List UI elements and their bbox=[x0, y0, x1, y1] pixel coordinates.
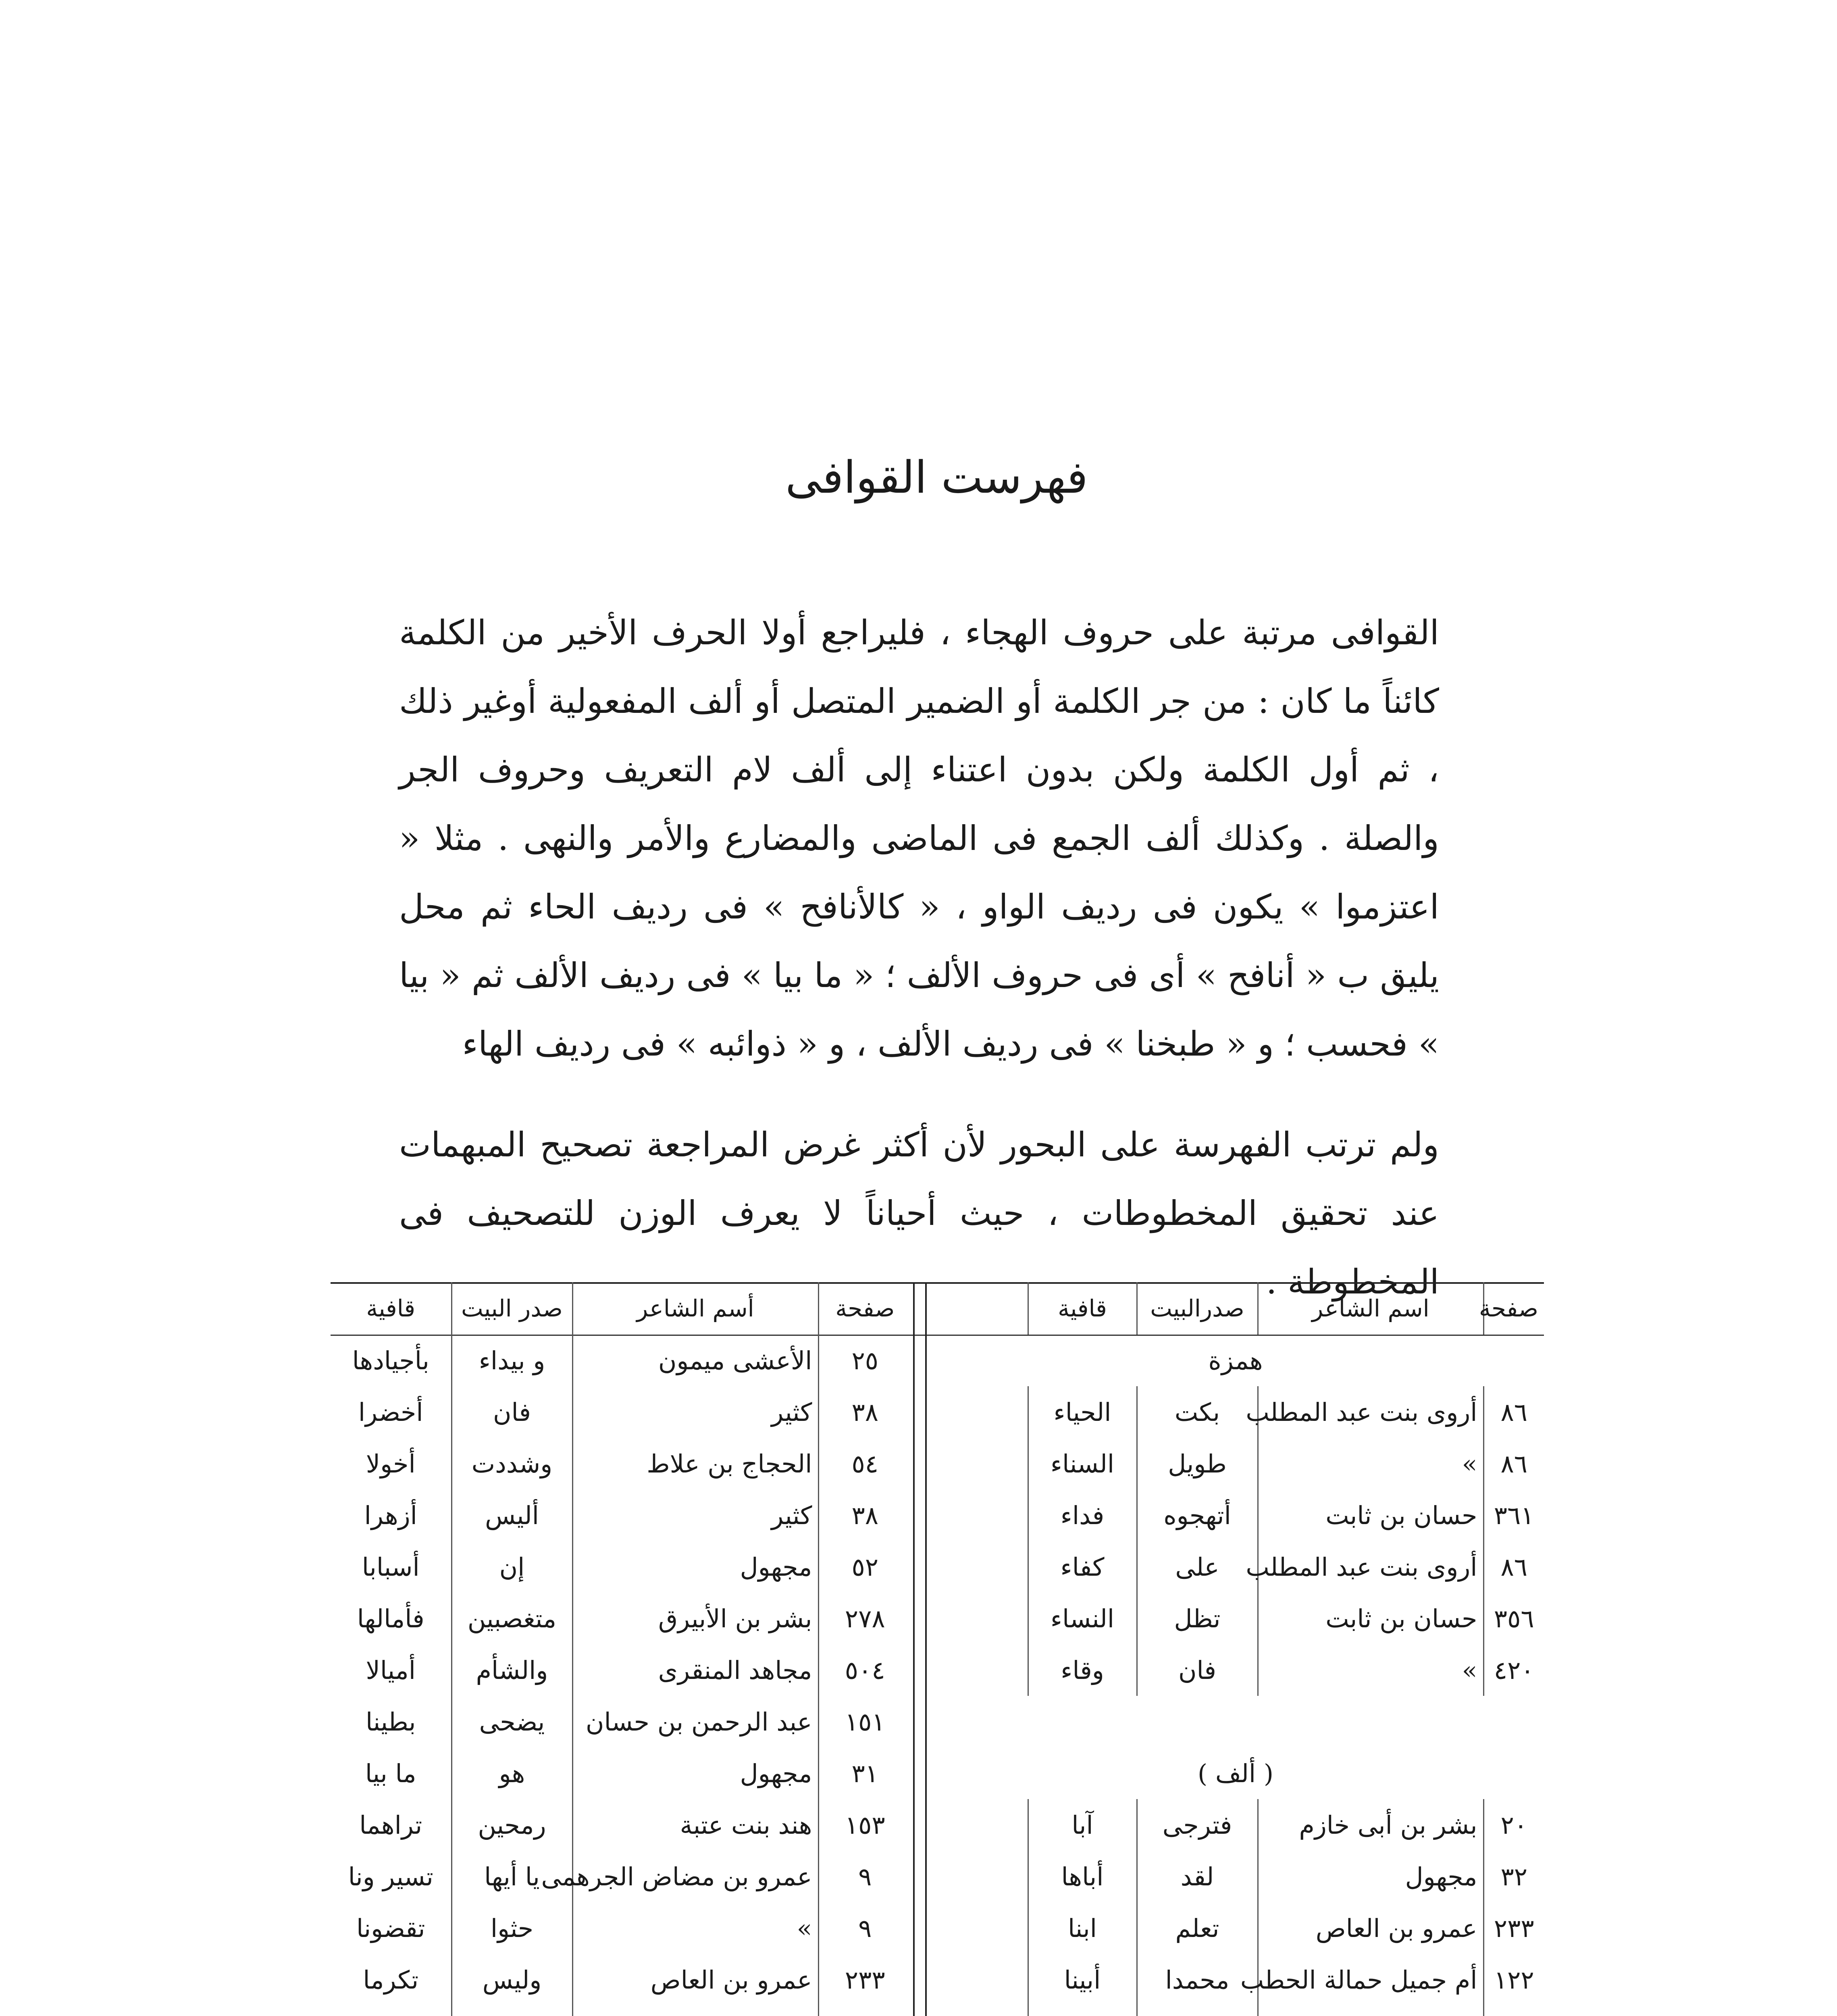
cell-rhyme: أباها bbox=[1028, 1851, 1137, 1902]
cell-spacer bbox=[927, 1851, 1028, 1902]
cell-poet bbox=[572, 2006, 818, 2016]
cell-line-start: هو bbox=[451, 1747, 572, 1799]
table-row bbox=[331, 1438, 911, 1489]
cell-poet: أروى بنت عبد المطلب bbox=[1258, 1386, 1483, 1438]
cell-rhyme: أخولا bbox=[366, 1449, 416, 1479]
cell-page: ٥٤ bbox=[818, 1438, 911, 1489]
cell-spacer bbox=[927, 1386, 1028, 1438]
cell-spacer bbox=[927, 2006, 1028, 2016]
cell-page: ٣٥٦ bbox=[1483, 1593, 1544, 1644]
table-row bbox=[927, 1541, 1544, 1593]
cell-line-start: لقد bbox=[1137, 1851, 1258, 1902]
cell-page: ٨٦ bbox=[1483, 1438, 1544, 1489]
table-row bbox=[927, 1386, 1544, 1438]
cell-poet: هند بنت عتبة bbox=[572, 1799, 818, 1851]
cell-rhyme: بطينا bbox=[366, 1707, 416, 1737]
table-row bbox=[927, 1696, 1544, 1747]
header-line-start: صدر البيت bbox=[451, 1282, 572, 1335]
table-row bbox=[331, 1386, 911, 1438]
cell-rhyme: ابنا bbox=[1028, 1902, 1137, 1954]
cell-page bbox=[818, 2006, 911, 2016]
cell-page: ١٥٣ bbox=[818, 1799, 911, 1851]
cell-rhyme: السناء bbox=[1028, 1438, 1137, 1489]
cell-line-start: متغصبين bbox=[451, 1593, 572, 1644]
rhyme-table-right bbox=[927, 1282, 1544, 2016]
cell-rhyme: ما بيا bbox=[365, 1758, 416, 1788]
cell-rhyme: كفاء bbox=[1028, 1541, 1137, 1593]
header-rhyme: قافية bbox=[366, 1295, 416, 1322]
cell-line-start: فترجى bbox=[1137, 1799, 1258, 1851]
table-row bbox=[331, 1593, 911, 1644]
cell-page: ٥٠٤ bbox=[818, 1644, 911, 1696]
cell-page: ٤٢٠ bbox=[1483, 1644, 1544, 1696]
note-paragraph: ولم ترتب الفهرسة على البحور لأن أكثر غرض المراجعة تصحيح المبهمات عند تحقيق المخطوطات ، حيث أحياناً لا يعرف الوزن للتصحيف فى المخطوطة . bbox=[399, 1125, 1439, 1302]
cell-rhyme: أزهرا bbox=[364, 1500, 417, 1530]
table-row bbox=[927, 1593, 1544, 1644]
header-page: صفحة bbox=[818, 1282, 911, 1335]
table-row bbox=[927, 1799, 1544, 1851]
cell-line-start: وليس bbox=[451, 1954, 572, 2006]
cell-spacer bbox=[927, 1541, 1028, 1593]
cell-line-start: فان bbox=[451, 1386, 572, 1438]
cell-line-start: تظل bbox=[1137, 1593, 1258, 1644]
section-heading: همزة bbox=[1208, 1345, 1263, 1375]
cell-rhyme: تسير ونا bbox=[348, 1862, 433, 1891]
table-row bbox=[331, 1541, 911, 1593]
cell-rhyme: أبينا bbox=[1028, 1954, 1137, 2006]
cell-line-start: حثوا bbox=[451, 1902, 572, 1954]
cell-rhyme: أسبابا bbox=[362, 1552, 420, 1582]
cell-page: ٣٨ bbox=[818, 1489, 911, 1541]
cell-line-start: و بيداء bbox=[451, 1335, 572, 1386]
cell-page: ٢٣٣ bbox=[818, 1954, 911, 2006]
table-row bbox=[927, 1851, 1544, 1902]
cell-rhyme: النساء bbox=[1028, 1593, 1137, 1644]
cell-rhyme: بأجيادها bbox=[352, 1345, 429, 1375]
table-row bbox=[331, 1799, 911, 1851]
page-title: فهرست القوافى bbox=[785, 452, 1088, 503]
cell-rhyme bbox=[1028, 2006, 1137, 2016]
table-row bbox=[331, 1644, 911, 1696]
cell-poet: مجهول bbox=[1258, 1851, 1483, 1902]
table-row bbox=[331, 1489, 911, 1541]
cell-poet: بشر بن الأبيرق bbox=[572, 1593, 818, 1644]
table-row bbox=[927, 1644, 1544, 1696]
table-row bbox=[331, 1696, 911, 1747]
cell-line-start: طويل bbox=[1137, 1438, 1258, 1489]
cell-rhyme: الحياء bbox=[1028, 1386, 1137, 1438]
cell-line-start: أليس bbox=[451, 1489, 572, 1541]
table-row bbox=[927, 1438, 1544, 1489]
cell-poet: أروى بنت عبد المطلب bbox=[1258, 1541, 1483, 1593]
cell-poet: حسان بن ثابت bbox=[1258, 1593, 1483, 1644]
cell-page bbox=[1483, 2006, 1544, 2016]
table-row bbox=[927, 2006, 1544, 2016]
table-row bbox=[927, 1489, 1544, 1541]
header-poet: اسم الشاعر bbox=[1258, 1282, 1483, 1335]
cell-poet: عمرو بن العاص bbox=[1258, 1902, 1483, 1954]
table-row bbox=[331, 1851, 911, 1902]
cell-spacer bbox=[927, 1902, 1028, 1954]
table-row bbox=[927, 1902, 1544, 1954]
cell-poet: حسان بن ثابت bbox=[1258, 1489, 1483, 1541]
cell-line-start: أتهجوه bbox=[1137, 1489, 1258, 1541]
cell-poet: مجهول bbox=[572, 1747, 818, 1799]
cell-poet: الحجاج بن علاط bbox=[572, 1438, 818, 1489]
cell-line-start bbox=[1137, 2006, 1258, 2016]
cell-line-start: بكت bbox=[1137, 1386, 1258, 1438]
cell-line-start: يا أيها bbox=[451, 1851, 572, 1902]
cell-poet: » bbox=[572, 1902, 818, 1954]
cell-line-start: على bbox=[1137, 1541, 1258, 1593]
cell-poet: الأعشى ميمون bbox=[572, 1335, 818, 1386]
cell-page: ٩ bbox=[818, 1902, 911, 1954]
rhyme-table-left bbox=[331, 1282, 911, 2016]
cell-spacer bbox=[927, 1438, 1028, 1489]
cell-poet: كثير bbox=[572, 1489, 818, 1541]
header-spacer bbox=[927, 1282, 1028, 1335]
cell-page: ٨٦ bbox=[1483, 1386, 1544, 1438]
cell-poet: » bbox=[1258, 1438, 1483, 1489]
cell-poet: » bbox=[1258, 1644, 1483, 1696]
cell-rhyme: فأمالها bbox=[357, 1604, 424, 1633]
header-page: صفحة bbox=[1483, 1282, 1544, 1335]
table-row bbox=[331, 1747, 911, 1799]
cell-line-start: تعلم bbox=[1137, 1902, 1258, 1954]
header-poet: أسم الشاعر bbox=[572, 1282, 818, 1335]
cell-page: ٣١ bbox=[818, 1747, 911, 1799]
header-line-start: صدرالبيت bbox=[1137, 1282, 1258, 1335]
cell-line-start: محمدا bbox=[1137, 1954, 1258, 2006]
cell-page: ٢٥ bbox=[818, 1335, 911, 1386]
cell-spacer bbox=[927, 1644, 1028, 1696]
cell-line-start bbox=[451, 2006, 572, 2016]
cell-rhyme: تكرما bbox=[363, 1965, 419, 1995]
cell-rhyme: تراهما bbox=[359, 1810, 422, 1840]
cell-page: ٣٢ bbox=[1483, 1851, 1544, 1902]
cell-page: ٢٣٣ bbox=[1483, 1902, 1544, 1954]
intro-paragraph: القوافى مرتبة على حروف الهجاء ، فليراجع أولا الحرف الأخير من الكلمة كائناً ما كان : من جر الكلمة أو الضمير المتصل أو ألف المفعولية أوغير ذلك ، ثم أول الكلمة ولكن بدون اعتناء إلى ألف لام التعريف وحروف الجر والصلة . وكذلك ألف الجمع فى الماضى والمضارع والأمر والنهى . مثلا « اعتزموا » يكون فى رديف الواو ، « كالأنافح » فى رديف الحاء ثم محل يليق ب « أنافح » أى فى حروف الألف ؛ « ما بيا » فى رديف الألف ثم « بيا » فحسب ؛ و « طبخنا » فى رديف الألف ، و « ذوائبه » فى رديف الهاء bbox=[399, 613, 1439, 1064]
cell-line-start: وشددت bbox=[451, 1438, 572, 1489]
cell-spacer bbox=[927, 1954, 1028, 2006]
cell-page: ٣٦١ bbox=[1483, 1489, 1544, 1541]
cell-line-start: فان bbox=[1137, 1644, 1258, 1696]
cell-rhyme: أخضرا bbox=[358, 1397, 423, 1427]
cell-page: ٥٢ bbox=[818, 1541, 911, 1593]
cell-poet bbox=[1258, 2006, 1483, 2016]
cell-rhyme bbox=[331, 2006, 451, 2016]
cell-rhyme: وقاء bbox=[1028, 1644, 1137, 1696]
cell-line-start: يضحى bbox=[451, 1696, 572, 1747]
cell-poet: كثير bbox=[572, 1386, 818, 1438]
cell-line-start: رمحين bbox=[451, 1799, 572, 1851]
cell-spacer bbox=[927, 1593, 1028, 1644]
table-row bbox=[331, 2006, 911, 2016]
table-row bbox=[331, 1954, 911, 2006]
cell-page: ٣٨ bbox=[818, 1386, 911, 1438]
cell-rhyme: آبا bbox=[1028, 1799, 1137, 1851]
cell-spacer bbox=[927, 1489, 1028, 1541]
cell-page: ٩ bbox=[818, 1851, 911, 1902]
section-heading: ( ألف ) bbox=[1197, 1758, 1274, 1788]
blank-row bbox=[927, 1696, 1544, 1747]
cell-spacer bbox=[927, 1799, 1028, 1851]
column-double-divider bbox=[913, 1282, 927, 2016]
cell-poet: عمرو بن العاص bbox=[572, 1954, 818, 2006]
cell-page: ٢٧٨ bbox=[818, 1593, 911, 1644]
cell-page: ١٥١ bbox=[818, 1696, 911, 1747]
cell-poet: عبد الرحمن بن حسان bbox=[572, 1696, 818, 1747]
cell-page: ٢٠ bbox=[1483, 1799, 1544, 1851]
cell-rhyme: فداء bbox=[1028, 1489, 1137, 1541]
cell-rhyme: أميالا bbox=[366, 1655, 416, 1685]
header-rhyme: قافية bbox=[1028, 1282, 1137, 1335]
cell-rhyme: تقضونا bbox=[356, 1913, 425, 1943]
cell-poet: بشر بن أبى خازم bbox=[1258, 1799, 1483, 1851]
cell-poet: مجاهد المنقرى bbox=[572, 1644, 818, 1696]
rhyme-index-tables bbox=[331, 1282, 1544, 2016]
table-row bbox=[331, 1902, 911, 1954]
table-row bbox=[927, 1954, 1544, 2006]
cell-poet: أم جميل حمالة الحطب bbox=[1258, 1954, 1483, 2006]
cell-poet: مجهول bbox=[572, 1541, 818, 1593]
table-row bbox=[331, 1335, 911, 1386]
table-row bbox=[927, 1747, 1544, 1799]
table-row bbox=[927, 1335, 1544, 1386]
cell-page: ١٢٢ bbox=[1483, 1954, 1544, 2006]
cell-line-start: والشأم bbox=[451, 1644, 572, 1696]
cell-page: ٨٦ bbox=[1483, 1541, 1544, 1593]
cell-line-start: إن bbox=[451, 1541, 572, 1593]
cell-poet: عمرو بن مضاض الجرهمى bbox=[572, 1851, 818, 1902]
